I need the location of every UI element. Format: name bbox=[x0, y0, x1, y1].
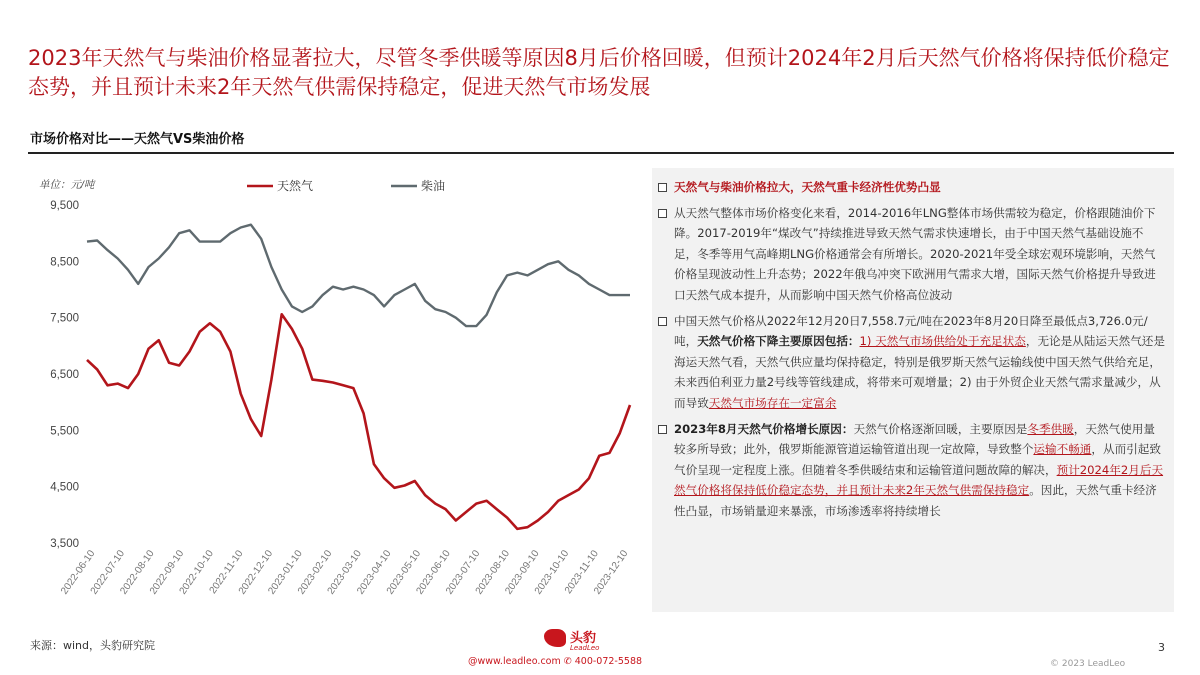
x-tick-label: 2023-01-10 bbox=[266, 548, 305, 597]
y-tick-label: 3,500 bbox=[50, 538, 79, 550]
page-headline: 2023年天然气与柴油价格显著拉大，尽管冬季供暖等原因8月后价格回暖，但预计2024年2月后天然气价格将保持低价稳定态势，并且预计未来2年天然气供需保持稳定，促进天然气市场发展 bbox=[28, 46, 1170, 99]
legend-label-diesel: 柴油 bbox=[421, 179, 446, 193]
y-tick-label: 7,500 bbox=[50, 312, 79, 325]
title-divider bbox=[28, 152, 1174, 154]
x-tick-label: 2023-11-10 bbox=[562, 548, 601, 597]
source-note: 来源：wind，头豹研究院 bbox=[30, 639, 156, 652]
analysis-panel bbox=[652, 168, 1174, 612]
x-axis-ticks bbox=[59, 548, 631, 597]
y-axis-ticks bbox=[50, 200, 79, 550]
bullet-price-rise: 2023年8月天然气价格增长原因：天然气价格逐渐回暖，主要原因是冬季供暖，天然气使用量较多所导致；此外，俄罗斯能源管道运输管道出现一定故障，导致整个运输不畅通，从而引起致气价呈现一定程度上涨。但随着冬季供暖结束和运输管道问题故障的解决，预计2024年2月后天然气价格将保持低价稳定态势，并且预计未来2年天然气供需保持稳定。因此，天然气重卡经济性凸显，市场销量迎来暴涨，市场渗透率将持续增长 bbox=[656, 419, 1166, 522]
series-line-gas bbox=[87, 314, 630, 529]
y-tick-label: 5,500 bbox=[50, 425, 79, 438]
bullet-heading: 天然气与柴油价格拉大，天然气重卡经济性优势凸显 bbox=[674, 180, 941, 194]
price-comparison-chart bbox=[25, 168, 645, 630]
x-tick-label: 2022-12-10 bbox=[236, 548, 276, 597]
x-tick-label: 2022-10-10 bbox=[177, 548, 216, 597]
legend-label-gas: 天然气 bbox=[277, 179, 314, 193]
x-tick-label: 2022-06-10 bbox=[59, 548, 98, 597]
series-line-diesel bbox=[87, 225, 630, 326]
y-tick-label: 4,500 bbox=[50, 481, 79, 494]
x-tick-label: 2023-09-10 bbox=[503, 548, 542, 597]
logo-text: 头豹 bbox=[570, 631, 597, 646]
leopard-icon bbox=[544, 629, 566, 647]
y-tick-label: 6,500 bbox=[50, 369, 79, 381]
x-tick-label: 2023-05-10 bbox=[384, 548, 424, 597]
x-tick-label: 2023-10-10 bbox=[532, 548, 572, 597]
leadleo-logo bbox=[544, 627, 604, 655]
unit-label: 单位：元/吨 bbox=[39, 179, 95, 191]
chart-title: 市场价格对比——天然气VS柴油价格 bbox=[30, 132, 245, 147]
y-tick-label: 9,500 bbox=[50, 200, 79, 212]
page-number: 3 bbox=[1158, 641, 1165, 654]
x-tick-label: 2023-06-10 bbox=[414, 548, 453, 597]
x-tick-label: 2023-04-10 bbox=[355, 548, 394, 597]
chart-legend bbox=[247, 178, 445, 193]
y-tick-label: 8,500 bbox=[50, 256, 79, 269]
series-lines bbox=[87, 225, 630, 529]
x-tick-label: 2023-12-10 bbox=[592, 548, 631, 597]
contact-info: @www.leadleo.com ✆ 400-072-5588 bbox=[468, 656, 643, 667]
bullet-gas-diesel-gap bbox=[656, 177, 1166, 198]
x-tick-label: 2023-07-10 bbox=[444, 548, 483, 597]
copyright: © 2023 LeadLeo bbox=[1050, 659, 1126, 669]
x-tick-label: 2022-09-10 bbox=[147, 548, 187, 597]
x-tick-label: 2022-08-10 bbox=[118, 548, 157, 597]
x-tick-label: 2023-08-10 bbox=[473, 548, 513, 597]
logo-subtext: LeadLeo bbox=[570, 644, 600, 652]
x-tick-label: 2022-11-10 bbox=[207, 548, 246, 597]
x-tick-label: 2023-02-10 bbox=[295, 548, 335, 597]
x-tick-label: 2023-03-10 bbox=[325, 548, 364, 597]
x-tick-label: 2022-07-10 bbox=[88, 548, 128, 597]
bullet-market-overview: 从天然气整体市场价格变化来看，2014-2016年LNG整体市场供需较为稳定，价格跟随油价下降。2017-2019年“煤改气”持续推进导致天然气需求快速增长，由于中国天然气基础设施不足，冬季等用气高峰期LNG价格通常会有所增长。2020-2021年受全球宏观环境影响，天然气价格呈现波动性上升态势；2022年俄乌冲突下欧洲用气需求大增，国际天然气价格提升导致进口天然气成本提升，从而影响中国天然气价格高位波动 bbox=[656, 203, 1166, 306]
bullet-price-decline: 中国天然气价格从2022年12月20日7,558.7元/吨在2023年8月20日降至最低点3,726.0元/吨，天然气价格下降主要原因包括：1) 天然气市场供给处于充足状态，无论是从陆运天然气还是海运天然气看，天然气供应量均保持稳定，特别是俄罗斯天然气运输线使中国天然气供给充足，未来西伯利亚力量2号线等管线建成，将带来可观增量；2) 由于外贸企业天然气需求量减少，从而导致天然气市场存在一定富余 bbox=[656, 311, 1166, 414]
